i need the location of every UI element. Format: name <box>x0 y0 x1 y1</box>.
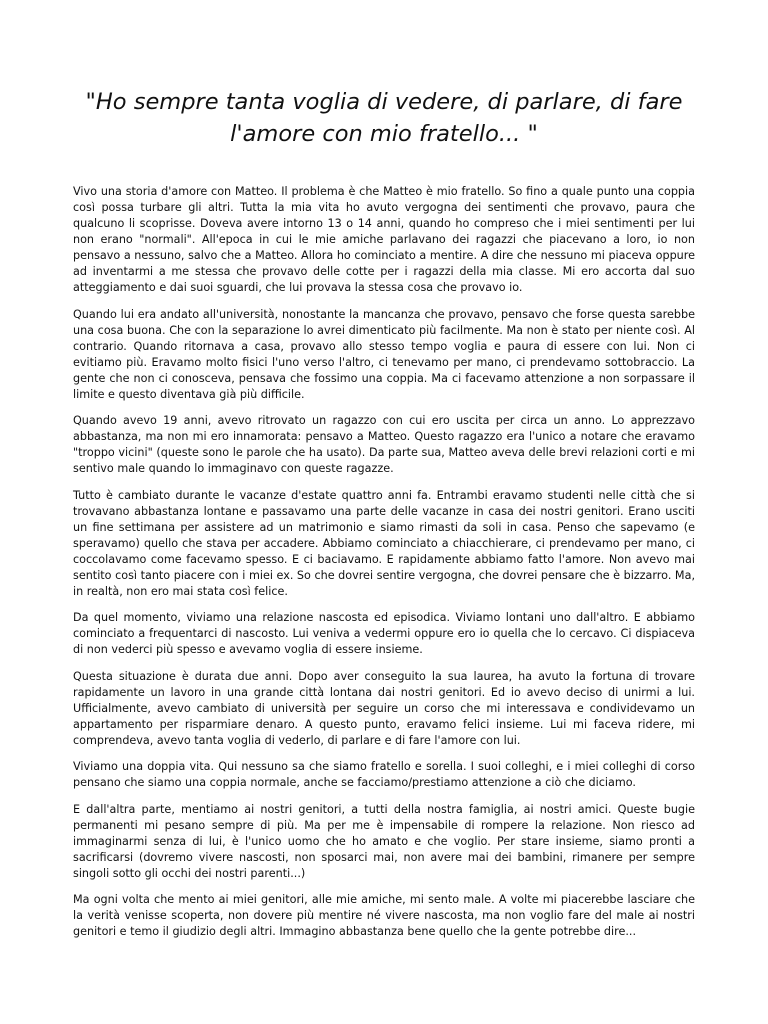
paragraph-6: Questa situazione è durata due anni. Dopo aver conseguito la sua laurea, ha avuto la fortuna di trovare rapidamente un lavoro in una grande città lontana dai nostri genitori. Ed io avevo deciso di unirmi a lui. Ufficialmente, avevo cambiato di università per seguire un corso che mi interessava e condividevamo un appartamento per risparmiare denaro. A questo punto, eravamo felici insieme. Lui mi faceva ridere, mi comprendeva, avevo tanta voglia di vederlo, di parlare e di fare l'amore con lui. <box>73 669 695 747</box>
title-line-1: "Ho sempre tanta voglia di vedere, di parlare, di fare <box>85 89 683 115</box>
paragraph-2: Quando lui era andato all'università, nonostante la mancanza che provavo, pensavo che forse questa sarebbe una cosa buona. Che con la separazione lo avrei dimenticato più facilmente. Ma non è stato per niente così. Al contrario. Quando ritornava a casa, provavo allo stesso tempo voglia e paura di essere con lui. Non ci evitiamo più. Eravamo molto fisici l'uno verso l'altro, ci tenevamo per mano, ci prendevamo sottobraccio. La gente che non ci conosceva, pensava che fossimo una coppia. Ma ci facevamo attenzione a non sorpassare il limite e questo diventava già più difficile. <box>73 307 695 401</box>
document-body <box>73 184 695 951</box>
title-line-2: l'amore con mio fratello... " <box>230 121 538 147</box>
paragraph-3: Quando avevo 19 anni, avevo ritrovato un ragazzo con cui ero uscita per circa un anno. Lo apprezzavo abbastanza, ma non mi ero innamorata: pensavo a Matteo. Questo ragazzo era l'unico a notare che eravamo "troppo vicini" (queste sono le parole che ha usato). Da parte sua, Matteo aveva delle brevi relazioni corti e mi sentivo male quando lo immaginavo con queste ragazze. <box>73 414 695 475</box>
paragraph-9: Ma ogni volta che mento ai miei genitori, alle mie amiche, mi sento male. A volte mi piacerebbe lasciare che la verità venisse scoperta, non dovere più mentire né vivere nascosta, ma non voglio fare del male ai nostri genitori e temo il giudizio degli altri. Immagino abbastanza bene quello che la gente potrebbe dire... <box>73 893 695 938</box>
document-title <box>60 86 708 150</box>
paragraph-5: Da quel momento, viviamo una relazione nascosta ed episodica. Viviamo lontani uno dall'altro. E abbiamo cominciato a frequentarci di nascosto. Lui veniva a vedermi oppure ero io quella che lo cercavo. Ci dispiaceva di non vederci più spesso e avevamo voglia di essere insieme. <box>73 611 695 656</box>
paragraph-4: Tutto è cambiato durante le vacanze d'estate quattro anni fa. Entrambi eravamo studenti nelle città che si trovavano abbastanza lontane e passavamo una parte delle vacanze in casa dei nostri genitori. Erano usciti un fine settimana per assistere ad un matrimonio e siamo rimasti da soli in casa. Penso che sapevamo (e speravamo) quello che stava per accadere. Abbiamo cominciato a chiacchierare, ci prendevamo per mano, ci coccolavamo come facevamo spesso. E ci baciavamo. E rapidamente abbiamo fatto l'amore. Non avevo mai sentito così tanto piacere con i miei ex. So che dovrei sentire vergogna, che dovrei pensare che è bizzarro. Ma, in realtà, non ero mai stata così felice. <box>73 488 695 598</box>
paragraph-7: Viviamo una doppia vita. Qui nessuno sa che siamo fratello e sorella. I suoi colleghi, e i miei colleghi di corso pensano che siamo una coppia normale, anche se facciamo/prestiamo attenzione a ciò che diciamo. <box>73 760 695 789</box>
paragraph-8: E dall'altra parte, mentiamo ai nostri genitori, a tutti della nostra famiglia, ai nostri amici. Queste bugie permanenti mi pesano sempre di più. Ma per me è impensabile di rompere la relazione. Non riesco ad immaginarmi senza di lui, è l'unico uomo che ho amato e che voglio. Per stare insieme, siamo pronti a sacrificarsi (dovremo vivere nascosti, non sposarci mai, non avere mai dei bambini, rimanere per sempre singoli sotto gli occhi dei nostri parenti...) <box>73 802 695 880</box>
paragraph-1: Vivo una storia d'amore con Matteo. Il problema è che Matteo è mio fratello. So fino a quale punto una coppia così possa turbare gli altri. Tutta la mia vita ho avuto vergogna dei sentimenti che provavo, paura che qualcuno li scoprisse. Doveva avere intorno 13 o 14 anni, quando ho compreso che i miei sentimenti per lui non erano "normali". All'epoca in cui le mie amiche parlavano dei ragazzi che piacevano a loro, io non pensavo a nessuno, salvo che a Matteo. Allora ho cominciato a mentire. A dire che nessuno mi piaceva oppure ad inventarmi a me stessa che provavo delle cotte per i ragazzi della mia classe. Mi ero accorta dal suo atteggiamento e dai suoi sguardi, che lui provava la stessa cosa che provavo io. <box>73 185 695 294</box>
